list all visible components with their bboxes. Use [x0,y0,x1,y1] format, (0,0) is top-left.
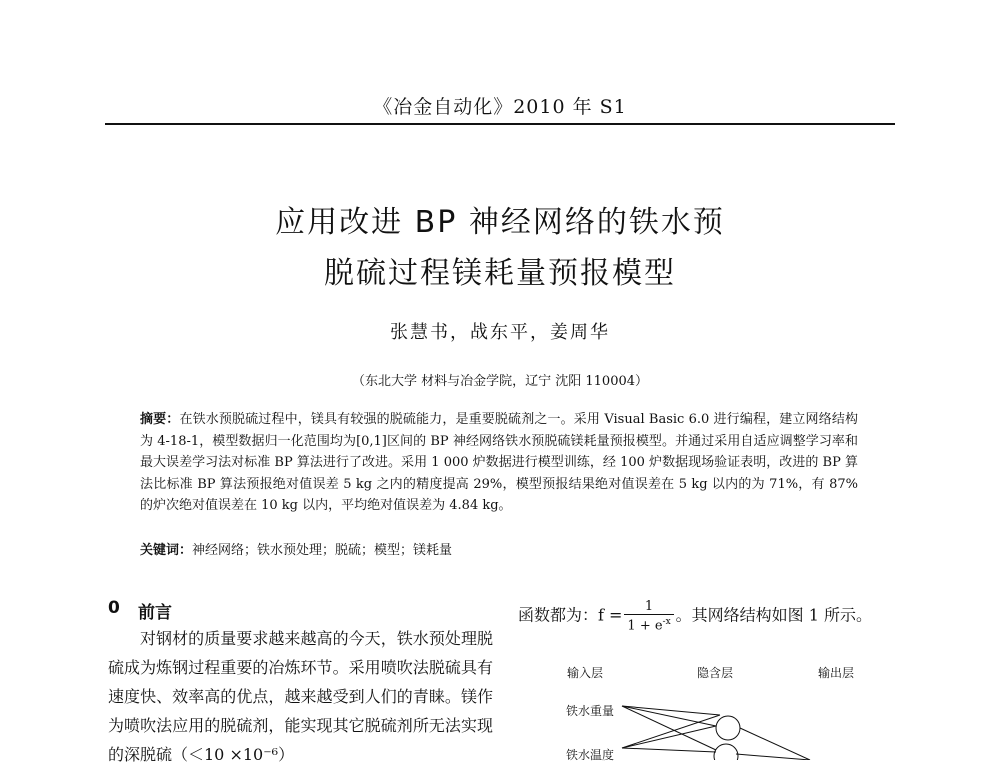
hidden-layer-label: 隐含层 [697,666,734,680]
abstract-label: 摘要： [140,412,180,427]
connection-line [622,726,716,748]
affiliation: （东北大学 材料与冶金学院，辽宁 沈阳 110004） [351,374,649,389]
fraction-numerator: 1 [624,599,673,615]
hidden-node [716,716,740,740]
section-title: 前言 [138,603,172,623]
connection-line [622,748,716,752]
fraction-den-base: 1 + e [627,618,663,634]
connection-line [622,706,720,715]
fraction-den-exp: -x [662,617,671,627]
function-prefix: 函数都为：f = [518,605,623,625]
keywords [140,539,858,558]
input-layer-label: 输入层 [567,666,604,680]
connection-line [622,706,716,726]
output-layer-label: 输出层 [818,666,855,680]
abstract-text: 在铁水预脱硫过程中，镁具有较强的脱硫能力，是重要脱硫剂之一。采用 Visual Basic 6.0 进行编程，建立网络结构为 4-18-1，模型数据归一化范围均为[0,1]区间的 BP 神经网络铁水预脱硫镁耗量预报模型。并通过采用自适应调整学习率和最大误差学习法对标准 BP 算法进行了改进。采用 1 000 炉数据进行模型训练，经 100 炉数据现场验证表明，改进的 BP 算法比标准 BP 算法预报绝对值误差 5 kg 之内的精度提高 29%，模型预报结果绝对值误差在 5 kg 以内的为 71%，有 87% 的炉次绝对值误差在 10 kg 以内，平均绝对值误差为 4.84 kg。 [140,412,858,513]
input-node-label-1: 铁水重量 [566,704,615,718]
keywords-text: 神经网络；铁水预处理；脱硫；模型；镁耗量 [192,543,453,558]
input-node-label-2: 铁水温度 [566,748,615,762]
paper-title-line2: 脱硫过程镁耗量预报模型 [324,256,676,291]
paper-title-line1: 应用改进 BP 神经网络的铁水预 [275,205,725,240]
fraction-denominator [624,615,673,633]
header-rule [105,123,895,125]
function-suffix: 。其网络结构如图 1 所示。 [675,605,873,625]
connection-line [622,715,720,748]
activation-function-line [518,599,872,633]
abstract [140,409,858,517]
authors: 张慧书，战东平，姜周华 [390,322,610,343]
journal-header: 《冶金自动化》2010 年 S1 [373,96,627,118]
keywords-label: 关键词： [140,543,193,558]
sigmoid-fraction [624,599,673,633]
network-diagram [560,690,860,760]
hidden-node [714,744,738,760]
section-body: 对钢材的质量要求越来越高的今天，铁水预处理脱硫成为炼钢过程重要的冶炼环节。采用喷吹法脱硫具有速度快、效率高的优点，越来越受到人们的青睐。镁作为喷吹法应用的脱硫剂，能实现其它脱硫剂所无法实现的深脱硫（＜10 ×10⁻⁶） [108,629,493,764]
section-number: 0 [108,598,120,618]
